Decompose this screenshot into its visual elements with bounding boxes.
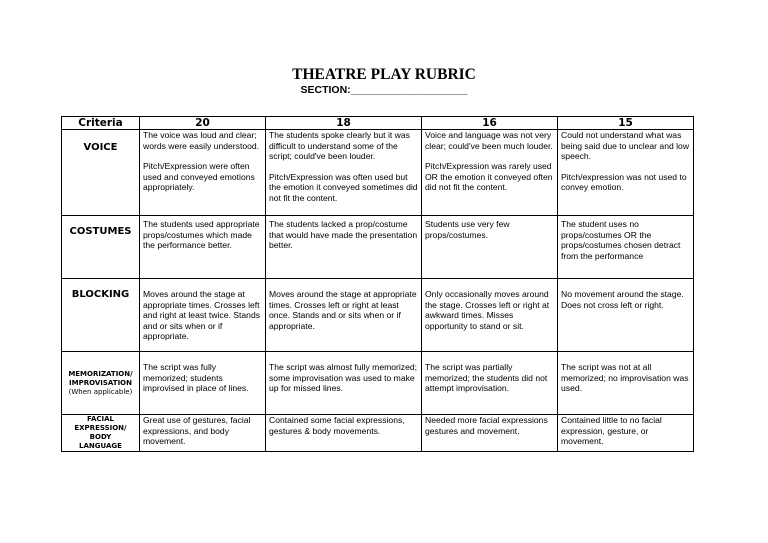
table-cell: Moves around the stage at appropriate times. Crosses left and right at least twice. Stands and or sits when or if appropriate. — [140, 279, 266, 352]
criterion-costumes: COSTUMES — [62, 216, 140, 279]
table-cell: The script was almost fully memorized; some improvisation was used to make up for missed lines. — [266, 352, 422, 415]
table-cell: Contained little to no facial expression, gesture, or movement. — [558, 415, 694, 452]
rubric-table — [61, 116, 694, 452]
table-cell: The voice was loud and clear; words were easily understood. Pitch/Expression were often used and conveyed emotions appropriately. — [140, 130, 266, 216]
table-row — [62, 216, 694, 279]
table-row — [62, 279, 694, 352]
table-cell: The students lacked a prop/costume that would have made the presentation better. — [266, 216, 422, 279]
table-cell: Moves around the stage at appropriate times. Crosses left or right at least once. Stands and or sits when or if appropriate. — [266, 279, 422, 352]
header-row — [62, 117, 694, 130]
criterion-note: (When applicable) — [68, 387, 133, 396]
table-cell: Needed more facial expressions gestures and movement. — [422, 415, 558, 452]
table-row — [62, 352, 694, 415]
header-score-16: 16 — [422, 117, 558, 130]
section-label: SECTION:____________________ — [300, 84, 468, 96]
page-title: THEATRE PLAY RUBRIC — [292, 66, 476, 83]
table-cell: Contained some facial expressions, gestures & body movements. — [266, 415, 422, 452]
table-cell: Only occasionally moves around the stage. Crosses left or right at awkward times. Misses opportunity to stand or sit. — [422, 279, 558, 352]
criterion-voice: VOICE — [62, 130, 140, 216]
header-criteria: Criteria — [62, 117, 140, 130]
table-cell: Students use very few props/costumes. — [422, 216, 558, 279]
header-score-15: 15 — [558, 117, 694, 130]
table-cell: The script was partially memorized; the students did not attempt improvisation. — [422, 352, 558, 415]
criterion-facial-expression: FACIAL EXPRESSION/ BODY LANGUAGE — [62, 415, 140, 452]
header-score-20: 20 — [140, 117, 266, 130]
table-cell: The student uses no props/costumes OR the props/costumes chosen detract from the performance — [558, 216, 694, 279]
table-row — [62, 130, 694, 216]
table-cell: The script was not at all memorized; no improvisation was used. — [558, 352, 694, 415]
criterion-memorization: MEMORIZATION/ IMPROVISATION (When applicable) — [62, 352, 140, 415]
table-cell: Voice and language was not very clear; could've been much louder. Pitch/Expression was rarely used OR the emotion it conveyed often did not fit the content. — [422, 130, 558, 216]
table-row — [62, 415, 694, 452]
table-cell: Great use of gestures, facial expressions, and body movement. — [140, 415, 266, 452]
table-cell: The students used appropriate props/costumes which made the performance better. — [140, 216, 266, 279]
header-score-18: 18 — [266, 117, 422, 130]
criterion-blocking: BLOCKING — [62, 279, 140, 352]
table-cell: No movement around the stage. Does not cross left or right. — [558, 279, 694, 352]
table-cell: The script was fully memorized; students improvised in place of lines. — [140, 352, 266, 415]
table-cell: Could not understand what was being said due to unclear and low speech. Pitch/expression was not used to convey emotion. — [558, 130, 694, 216]
table-cell: The students spoke clearly but it was difficult to understand some of the script; could've been louder. Pitch/Expression was often used but the emotion it conveyed sometimes did not fit the content. — [266, 130, 422, 216]
